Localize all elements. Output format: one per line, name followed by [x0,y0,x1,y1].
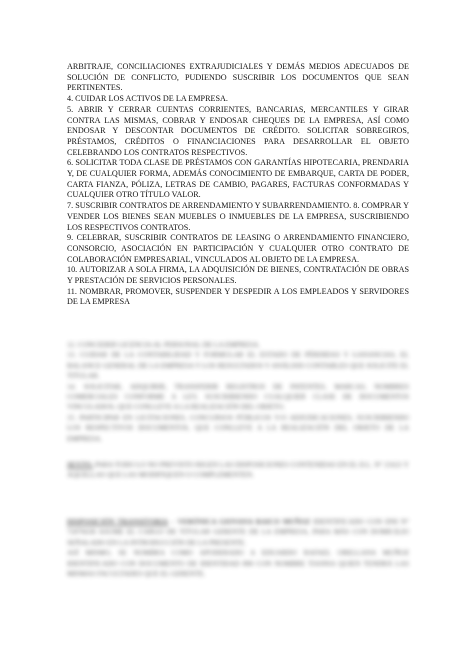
note-label: SEXTO. [67,461,94,470]
clause-14: 14. SOLICITAR, ADQUIRIR, TRANSFERIR REGISTROS DE PATENTES, MARCAS, NOMBRES COMERCIALES CONFORME A LEY, SUSCRIBIENDO CUALQUIER CLASE DE DOCUMENTOS VINCULADOS, QUE CONLLEVE A LA REALIZACIÓN DEL OBJETO. [67,382,409,412]
final-label: DISPOSICIÓN TRANSITORIA [67,517,168,526]
final-text: IDENTIFICADO CON DNI N° 72076630 ASUME EL CARGO DE TITULAR GERENTE DE LA EMPRESA, PARA MÁS CON DOMICILIO SEÑALADO EN LA INTRODUCCIÓN DE LA PRESENTE. [67,517,409,547]
clause-9: 9. CELEBRAR, SUSCRIBIR CONTRATOS DE LEASING O ARRENDAMIENTO FINANCIERO, CONSORCIO, ASOCIACIÓN EN PARTICIPACIÓN Y CUALQUIER OTRO CONTRATO DE COLABORACIÓN EMPRESARIAL, VINCULADOS AL OBJETO DE LA EMPRESA. [67,233,409,264]
clause-15: 15. PARTICIPAR EN LICITACIONES, CONCURSOS PÚBLICOS Y/O ADJUDICACIONES, SUSCRIBIENDO LOS RESPECTIVOS DOCUMENTOS, QUE CONLLEVE A LA REALIZACIÓN DEL OBJETO DE LA EMPRESA. [67,413,409,443]
final-paragraph: DISPOSICIÓN TRANSITORIA – VERÓNICA GIOVANA RAICO MUÑOZ IDENTIFICADO CON DNI N° 72076630 ASUME EL CARGO DE TITULAR GERENTE DE LA EMPRESA, PARA MÁS CON DOMICILIO SEÑALADO EN LA INTRODUCCIÓN DE LA PRESENTE. [67,517,409,547]
clause-7-8: 7. SUSCRIBIR CONTRATOS DE ARRENDAMIENTO Y SUBARRENDAMIENTO. 8. COMPRAR Y VENDER LOS BIENES SEAN MUEBLES O INMUEBLES DE LA EMPRESA, SUSCRIBIENDO LOS RESPECTIVOS CONTRATOS. [67,201,409,232]
clause-11: 11. NOMBRAR, PROMOVER, SUSPENDER Y DESPEDIR A LOS EMPLEADOS Y SERVIDORES DE LA EMPRESA [67,286,409,307]
clause-6: 6. SOLICITAR TODA CLASE DE PRÉSTAMOS CON GARANTÍAS HIPOTECARIA, PRENDARIA Y, DE CUALQUIER FORMA, ADEMÁS CONOCIMIENTO DE EMBARQUE, CARTA DE PODER, CARTA FIANZA, PÓLIZA, LETRAS DE CAMBIO, PAGARES, FACTURAS CONFORMADAS Y CUALQUIER OTRO TÍTULO VALOR. [67,158,409,200]
clause-10: 10. AUTORIZAR A SOLA FIRMA, LA ADQUISICIÓN DE BIENES, CONTRATACIÓN DE OBRAS Y PRESTACIÓN DE SERVICIOS PERSONALES. [67,265,409,286]
clause-3-continuation: ARBITRAJE, CONCILIACIONES EXTRAJUDICIALES Y DEMÁS MEDIOS ADECUADOS DE SOLUCIÓN DE CONFLICTO, PUDIENDO SUSCRIBIR LOS DOCUMENTOS QUE SEAN PERTINENTES. [67,62,409,93]
clause-13: 13. CUIDAR DE LA CONTABILIDAD Y FORMULAR EL ESTADO DE PÉRDIDAS Y GANANCIAS, EL BALANCE GENERAL DE LA EMPRESA Y LOS RESULTADOS Y ANÁLISIS CONTABLES QUE SOLICITE EL TITULAR. [67,351,409,381]
clauses-visible [67,62,409,308]
note-paragraph [67,460,409,481]
blurred-preview-section [67,340,409,579]
clause-4: 4. CUIDAR LOS ACTIVOS DE LA EMPRESA. [67,94,228,104]
final-name: VERÓNICA GIOVANA RAICO MUÑOZ [177,517,311,526]
clause-5: 5. ABRIR Y CERRAR CUENTAS CORRIENTES, BANCARIAS, MERCANTILES Y GIRAR CONTRA LAS MISMAS, COBRAR Y ENDOSAR CHEQUES DE LA EMPRESA, ASÍ COMO ENDOSAR Y DESCONTAR DOCUMENTOS DE CRÉDITO. SOLICITAR SOBREGIROS, PRÉSTAMOS, CRÉDITOS O FINANCIACIONES PARA DESARROLLAR EL OBJETO CELEBRANDO LOS CONTRATOS RESPECTIVOS. [67,104,409,157]
clause-12: 12. CONCEDER LICENCIA AL PERSONAL DE LA EMPRESA. [67,341,260,349]
final-paragraph-2: ASÍ MISMO, SE NOMBRA COMO APODERADO A EDUARDO RAFAEL ORELLANA MUÑOZ IDENTIFICADO CON DOCUMENTO DE IDENTIDAD 890 CON NOMBRE TIANNA QUIEN TENDRÁ LAS MISMAS FACULTADES QUE EL GERENTE. [67,549,409,578]
note-text: PARA TODO LO NO PREVISTO RIGEN LAS DISPOSICIONES CONTENIDAS EN EL D.L. N° 21621 Y AQUELLAS QUE LAS MODIFIQUEN O COMPLEMENTEN. [67,461,409,480]
